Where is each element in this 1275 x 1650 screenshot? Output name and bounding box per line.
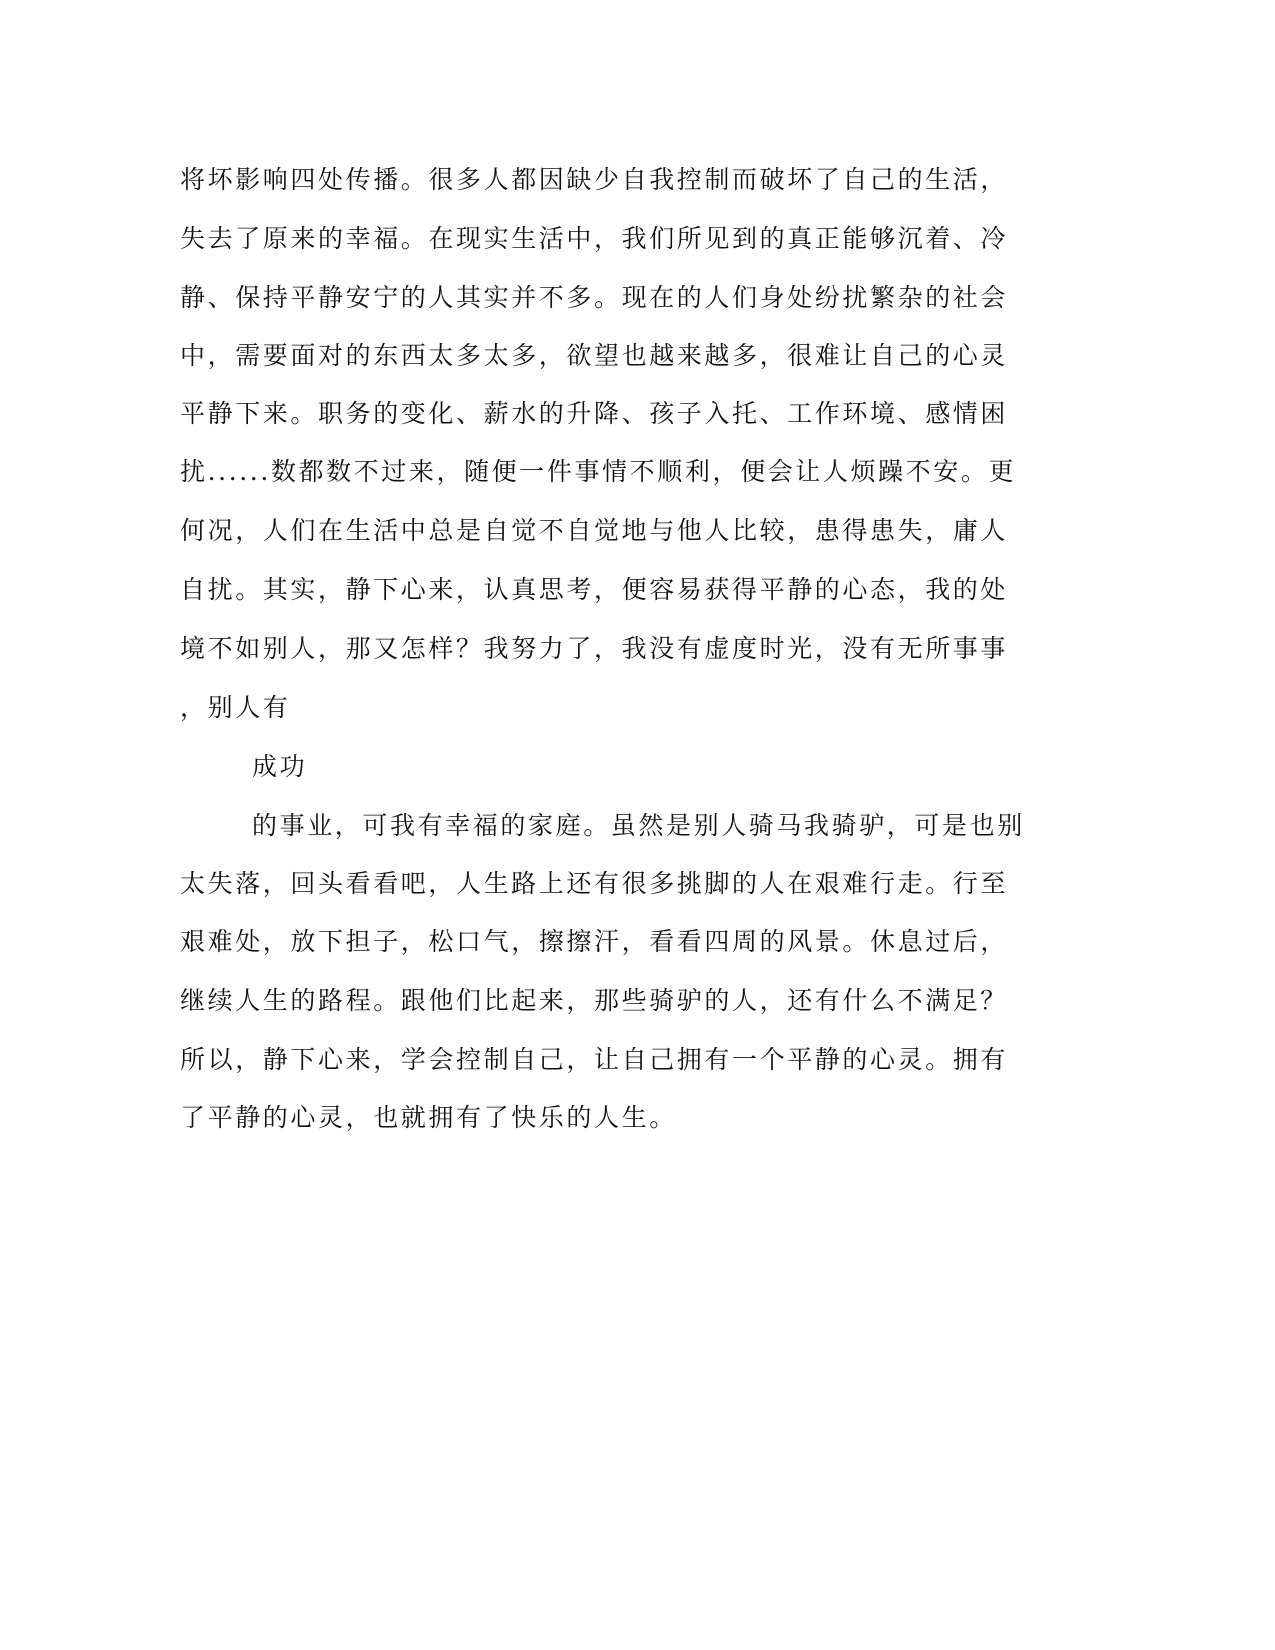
text-line: 继续人生的路程。跟他们比起来，那些骑驴的人，还有什么不满足？ — [180, 986, 1009, 1015]
text-line: 太失落，回头看看吧，人生路上还有很多挑脚的人在艰难行走。行至 — [180, 869, 1009, 898]
text-line: 失去了原来的幸福。在现实生活中，我们所见到的真正能够沉着、冷 — [180, 224, 1009, 253]
text-line: 中，需要面对的东西太多太多，欲望也越来越多，很难让自己的心灵 — [180, 341, 1009, 370]
text-line: 所以，静下心来，学会控制自己，让自己拥有一个平静的心灵。拥有 — [180, 1045, 1009, 1074]
text-line: 了平静的心灵，也就拥有了快乐的人生。 — [180, 1103, 677, 1132]
text-line: 艰难处，放下担子，松口气，擦擦汗，看看四周的风景。休息过后， — [180, 927, 1009, 956]
text-line: 平静下来。职务的变化、薪水的升降、孩子入托、工作环境、感情困 — [180, 399, 1009, 428]
text-line: 静、保持平静安宁的人其实并不多。现在的人们身处纷扰繁杂的社会 — [180, 283, 1009, 312]
text-line: 自扰。其实，静下心来，认真思考，便容易获得平静的心态，我的处 — [180, 575, 1009, 604]
text-line: 成功 — [252, 752, 308, 781]
text-line: ，别人有 — [180, 693, 291, 722]
text-line: 将坏影响四处传播。很多人都因缺少自我控制而破坏了自己的生活， — [180, 165, 1009, 194]
text-line: 何况，人们在生活中总是自觉不自觉地与他人比较，患得患失，庸人 — [180, 516, 1009, 545]
text-line: 境不如别人，那又怎样？我努力了，我没有虚度时光，没有无所事事 — [180, 634, 1009, 663]
text-line: 的事业，可我有幸福的家庭。虽然是别人骑马我骑驴，可是也别 — [252, 811, 1025, 840]
text-line: 扰......数都数不过来，随便一件事情不顺利，便会让人烦躁不安。更 — [180, 457, 1017, 486]
